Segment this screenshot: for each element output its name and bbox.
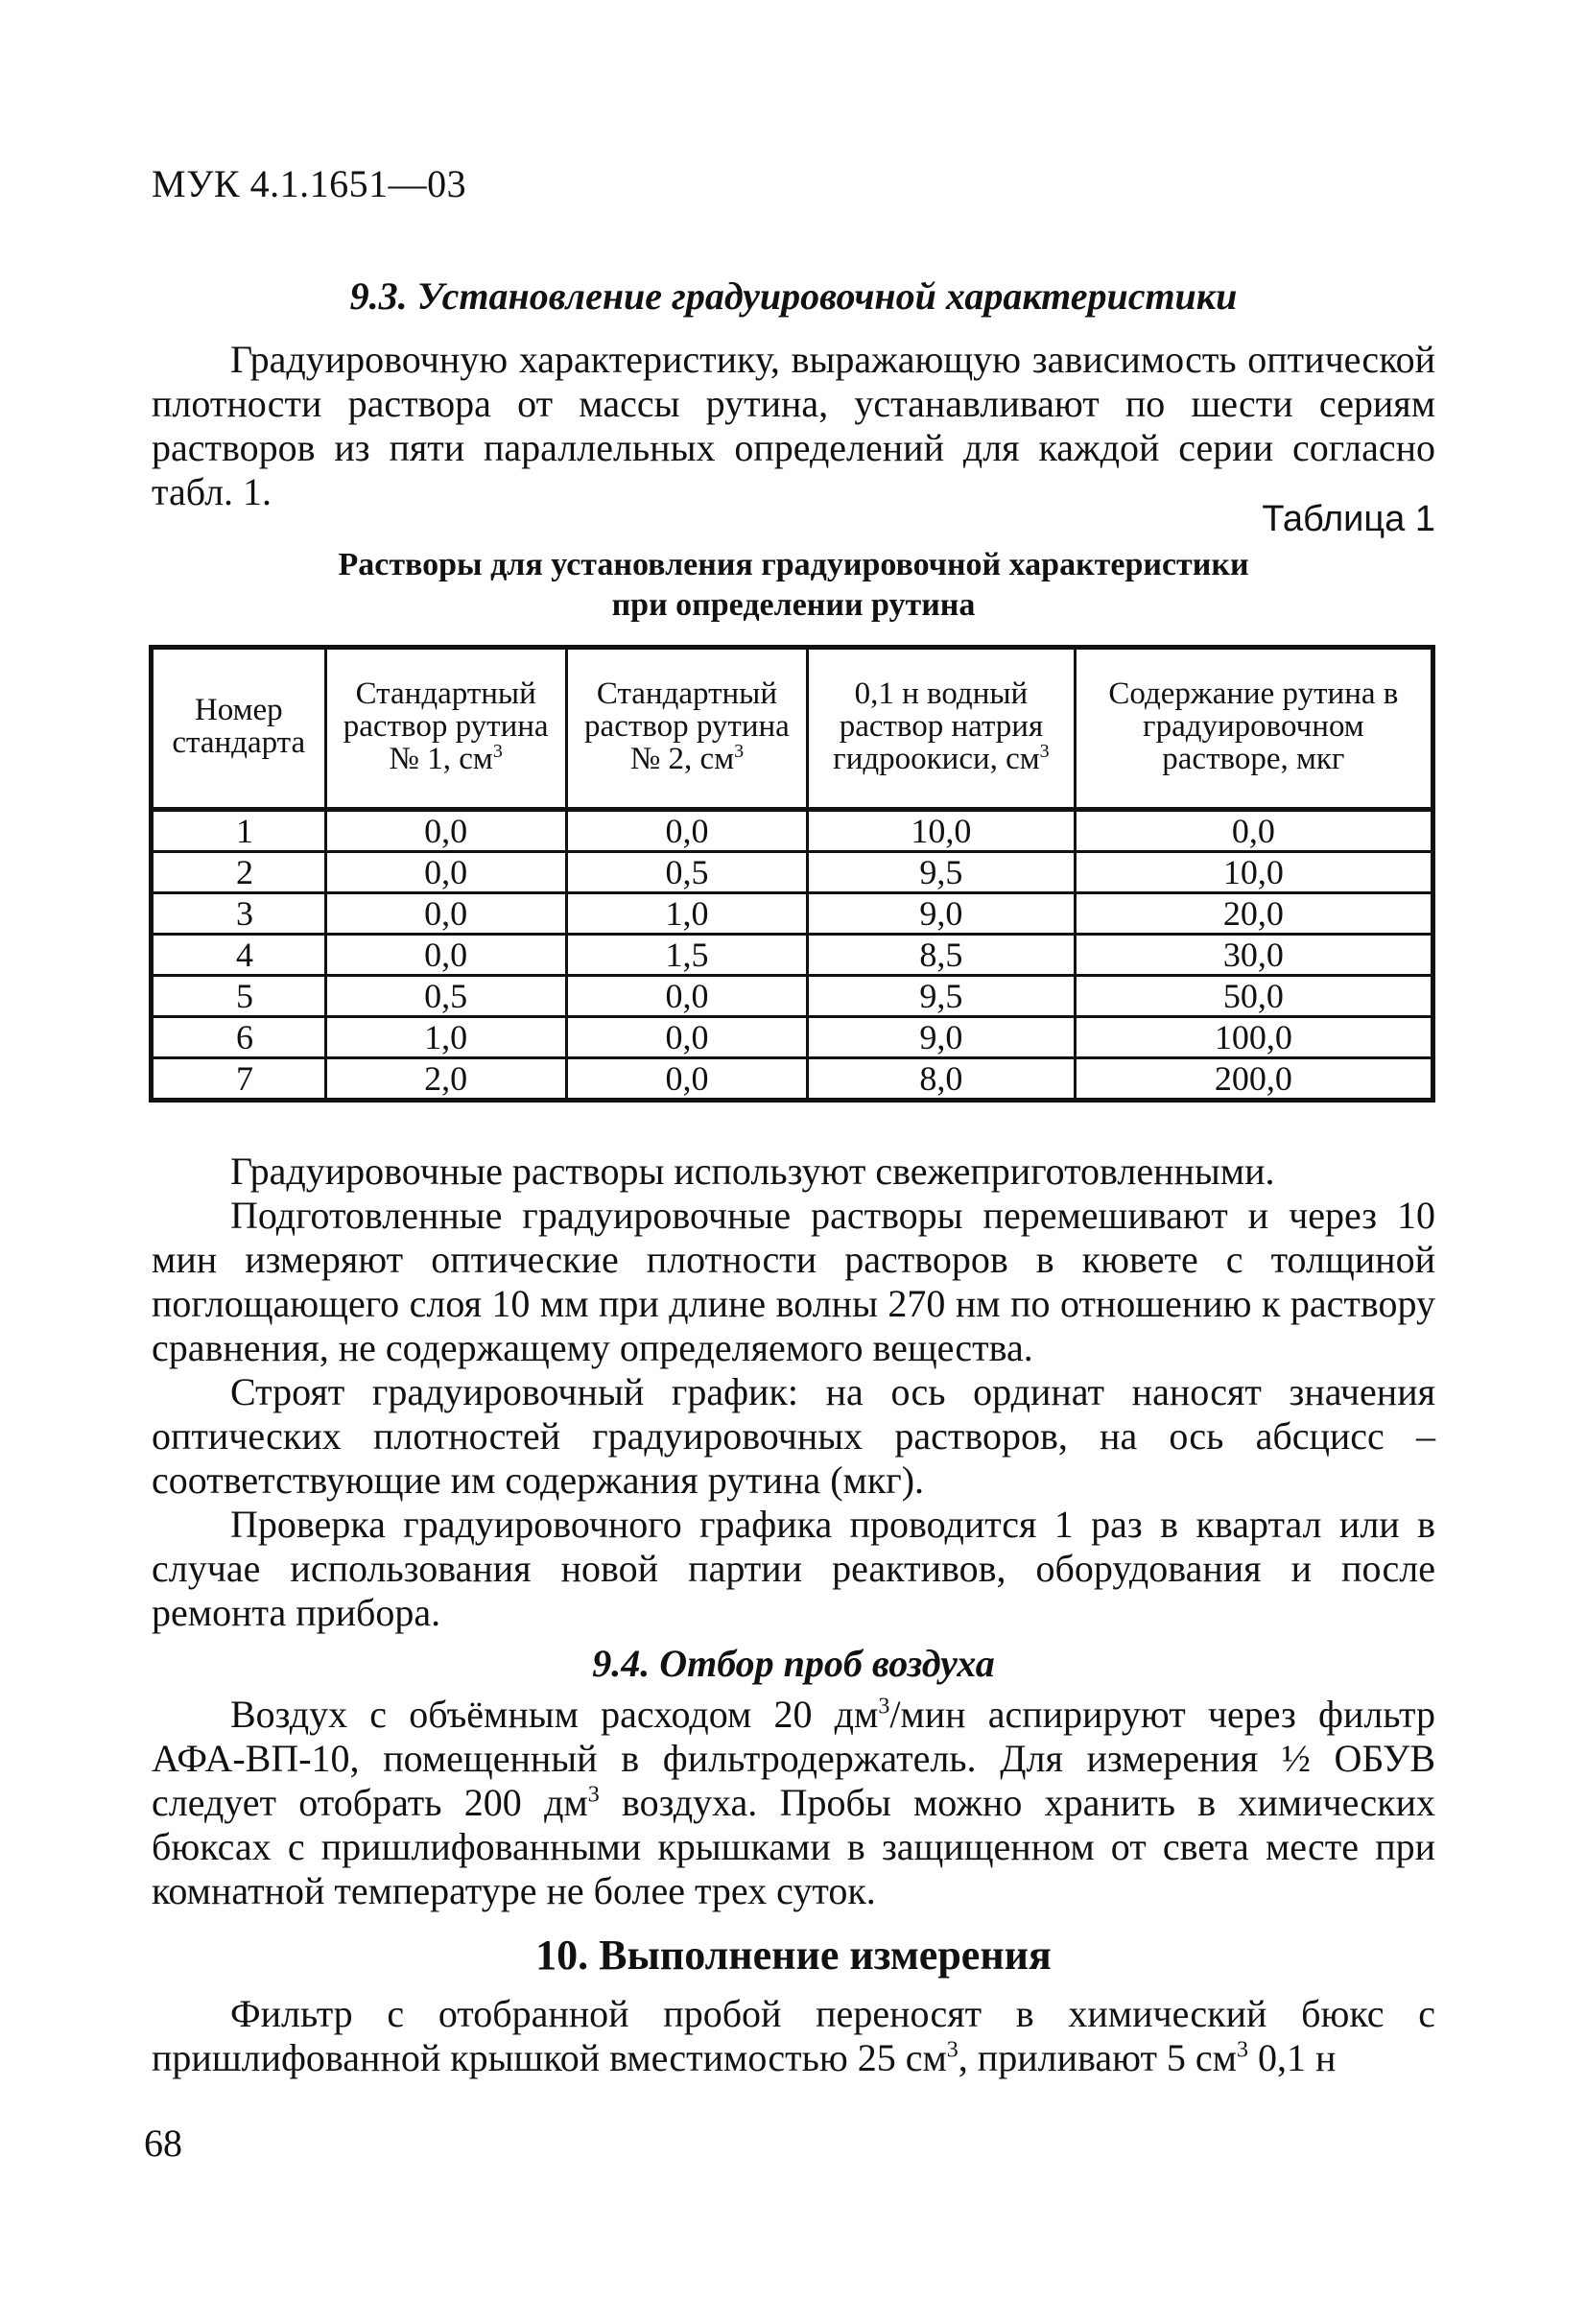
table-cell: 2,0 (325, 1058, 566, 1101)
column-header: 0,1 н водный раствор натрия гидроокиси, $см^3$ (808, 648, 1076, 810)
table-cell: 0,0 (566, 976, 807, 1017)
table-cell: 0,0 (1075, 810, 1432, 852)
table-row (152, 976, 1433, 1017)
table-row (152, 1058, 1433, 1101)
table-cell: 3 (152, 893, 326, 935)
table-cell: 0,0 (325, 893, 566, 935)
section-10-title: 10. Выполнение измерения (535, 1932, 1052, 1979)
table-cell: 30,0 (1075, 935, 1432, 976)
table-row (152, 893, 1433, 935)
table-cell: 0,0 (325, 852, 566, 893)
table-cell: 5 (152, 976, 326, 1017)
table-cell: 20,0 (1075, 893, 1432, 935)
table-header-row (152, 648, 1433, 810)
running-head: МУК 4.1.1651—03 (152, 162, 467, 205)
table-cell: 2 (152, 852, 326, 893)
table-cell: 7 (152, 1058, 326, 1101)
table-cell: 0,0 (325, 935, 566, 976)
section-9-4-paragraph: Воздух с объёмным расходом 20 $дм^3$/мин аспирируют через фильтр АФА-ВП-10, помещенный в фильтродержатель. Для измерения ½ ОБУВ следует отобрать 200 $дм^3$ воздуха. Пробы можно хранить в химических бюксах с пришлифованными крышками в защищенном от света месте при комнатной температуре не более трех суток. (152, 1693, 1435, 1912)
table-cell: 1,0 (325, 1017, 566, 1058)
table-cell: 200,0 (1075, 1058, 1432, 1101)
table-cell: 0,0 (566, 1058, 807, 1101)
table-cell: 0,0 (566, 1017, 807, 1058)
table-cell: 0,5 (325, 976, 566, 1017)
table-caption-line-1: Растворы для установления градуировочной характеристики (338, 547, 1249, 582)
table-row (152, 935, 1433, 976)
section-9-3-title: 9.3. Установление градуировочной характеристики (349, 274, 1238, 318)
page-number: 68 (144, 2122, 182, 2165)
table-cell: 10,0 (1075, 852, 1432, 893)
table-cell: 6 (152, 1017, 326, 1058)
table-cell: 8,0 (808, 1058, 1076, 1101)
table-cell: 50,0 (1075, 976, 1432, 1017)
table-cell: 10,0 (808, 810, 1076, 852)
table-cell: 9,5 (808, 976, 1076, 1017)
table-cell: 9,0 (808, 1017, 1076, 1058)
paragraph-fresh-solutions: Градуировочные растворы используют свежеприготовленными. (230, 1150, 1275, 1193)
column-header: Стандартный раствор рутина № 2, $см^3$ (566, 648, 807, 810)
column-header: Содержание рутина в градуировочном растворе, мкг (1075, 648, 1432, 810)
table-cell: 1,5 (566, 935, 807, 976)
paragraph-calibration-graph: Строят градуировочный график: на ось ординат наносят значения оптических плотностей градуировочных растворов, на ось абсцисс – соответствующие им содержания рутина (мкг). (152, 1370, 1435, 1502)
table-cell: 1 (152, 810, 326, 852)
section-9-3-paragraph: Градуировочную характеристику, выражающую зависимость оптической плотности раствора от массы рутина, устанавливают по шести сериям растворов из пяти параллельных определений для каждой серии согласно табл. 1. (152, 338, 1435, 513)
table-cell: 0,5 (566, 852, 807, 893)
table-row (152, 810, 1433, 852)
table-cell: 100,0 (1075, 1017, 1432, 1058)
table-cell: 9,5 (808, 852, 1076, 893)
section-10-paragraph: Фильтр с отобранной пробой переносят в химический бюкс с пришлифованной крышкой вместимостью 25 $см^3$, приливают 5 $см^3$ 0,1 н (152, 1992, 1435, 2079)
table-cell: 4 (152, 935, 326, 976)
paragraph-measurement: Подготовленные градуировочные растворы перемешивают и через 10 мин измеряют оптические плотности растворов в кювете с толщиной поглощающего слоя 10 мм при длине волны 270 нм по отношению к раствору сравнения, не содержащему определяемого вещества. (152, 1194, 1435, 1369)
table-cell: 8,5 (808, 935, 1076, 976)
column-header: Номер стандарта (152, 648, 326, 810)
table-cell: 1,0 (566, 893, 807, 935)
table-row (152, 1017, 1433, 1058)
column-header: Стандартный раствор рутина № 1, $см^3$ (325, 648, 566, 810)
table-cell: 0,0 (566, 810, 807, 852)
section-9-4-title: 9.4. Отбор проб воздуха (592, 1642, 995, 1685)
table-caption-line-2: при определении рутина (611, 587, 976, 623)
standards-table (149, 645, 1435, 1103)
paragraph-graph-check: Проверка градуировочного графика проводится 1 раз в квартал или в случае использования новой партии реактивов, оборудования и после ремонта прибора. (152, 1503, 1435, 1634)
table-cell: 0,0 (325, 810, 566, 852)
table-label: Таблица 1 (1262, 499, 1435, 539)
table-cell: 9,0 (808, 893, 1076, 935)
table-row (152, 852, 1433, 893)
